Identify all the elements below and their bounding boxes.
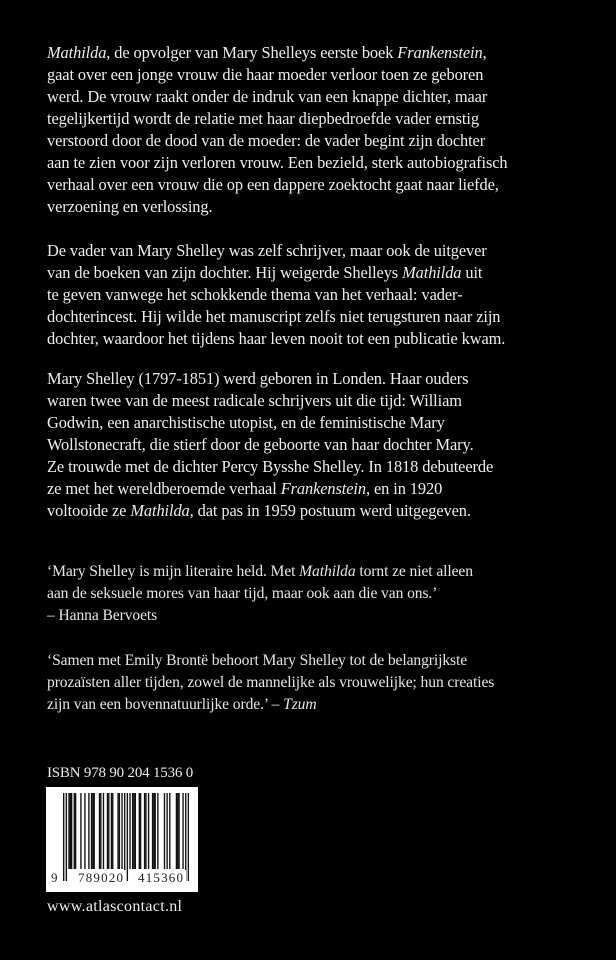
text-segment: Godwin, een anarchistische utopist, en de feministische Mary <box>47 413 445 432</box>
italic-title: Mathilda <box>130 501 190 520</box>
text-segment: dochterincest. Hij wilde het manuscript zelfs niet terugsturen naar zijn <box>47 307 501 326</box>
text-segment: aan te zien voor zijn verloren vrouw. Een bezield, sterk autobiografisch <box>47 153 508 172</box>
barcode <box>46 787 198 892</box>
text-line <box>47 368 537 390</box>
text-segment: ‘Mary Shelley is mijn literaire held. Met <box>47 563 300 580</box>
text-segment: waren twee van de meest radicale schrijvers uit die tijd: William <box>47 391 462 410</box>
text-line <box>47 328 537 350</box>
text-line <box>47 434 537 456</box>
text-segment: , en in 1920 <box>365 479 443 498</box>
text-line <box>47 561 537 583</box>
text-segment: Mary Shelley (1797-1851) werd geboren in Londen. Haar ouders <box>47 369 469 388</box>
text-segment: Wollstonecraft, die stierf door de geboorte van haar dochter Mary. <box>47 435 474 454</box>
text-segment: , <box>482 43 487 62</box>
text-segment: tornt ze niet alleen <box>355 563 473 580</box>
text-line <box>47 108 537 130</box>
text-line <box>47 42 537 64</box>
text-segment: aan de seksuele mores van haar tijd, maar ook aan die van ons.’ <box>47 585 438 602</box>
text-segment: ‘Samen met Emily Brontë behoort Mary Shelley tot de belangrijkste <box>47 652 468 669</box>
text-segment: prozaïsten aller tijden, zowel de mannelijke als vrouwelijke; hun creaties <box>47 674 495 691</box>
text-line <box>47 152 537 174</box>
text-line <box>47 64 537 86</box>
text-segment: verhaal over een vrouw die op een dappere zoektocht gaat naar liefde, <box>47 175 499 194</box>
author-bio-paragraph <box>47 368 537 522</box>
text-segment: ze met het wereldberoemde verhaal <box>47 479 281 498</box>
italic-title: Mathilda <box>47 43 107 62</box>
text-line <box>47 650 537 672</box>
text-line <box>47 86 537 108</box>
quote-hanna-bervoets <box>47 561 537 627</box>
text-segment: dochter, waardoor het tijdens haar leven nooit tot een publicatie kwam. <box>47 329 506 348</box>
text-segment: werd. De vrouw raakt onder de indruk van een knappe dichter, maar <box>47 87 488 106</box>
text-line <box>47 412 537 434</box>
italic-title: Frankenstein <box>397 43 483 62</box>
text-line <box>47 605 537 627</box>
text-segment: van de boeken van zijn dochter. Hij weigerde Shelleys <box>47 263 403 282</box>
text-line <box>47 240 537 262</box>
barcode-digits <box>46 867 198 887</box>
italic-title: Tzum <box>283 696 317 713</box>
italic-title: Mathilda <box>402 263 462 282</box>
text-segment: te geven vanwege het schokkende thema van het verhaal: vader- <box>47 285 463 304</box>
publisher-website-link[interactable]: www.atlascontact.nl <box>47 898 183 915</box>
text-segment: tegelijkertijd wordt de relatie met haar diepbedroefde vader ernstig <box>47 109 479 128</box>
text-segment: , dat pas in 1959 postuum werd uitgegeven. <box>189 501 471 520</box>
text-segment: gaat over een jonge vrouw die haar moeder verloor toen ze geboren <box>47 65 484 84</box>
text-line <box>47 262 537 284</box>
barcode-right-digits: 415360 <box>138 870 185 885</box>
blurb-paragraph-1 <box>47 42 537 218</box>
barcode-left-digits: 789020 <box>78 870 125 885</box>
text-segment: – Hanna Bervoets <box>47 607 158 624</box>
barcode-first-digit: 9 <box>51 870 58 885</box>
text-line <box>47 196 537 218</box>
text-line <box>47 694 537 716</box>
text-segment: Ze trouwde met de dichter Percy Bysshe Shelley. In 1818 debuteerde <box>47 457 494 476</box>
text-segment: verzoening en verlossing. <box>47 197 213 216</box>
italic-title: Mathilda <box>299 563 356 580</box>
isbn-number: ISBN 978 90 204 1536 0 <box>47 765 194 781</box>
text-line <box>47 583 537 605</box>
text-line <box>47 456 537 478</box>
text-line <box>47 478 537 500</box>
blurb-paragraph-2 <box>47 240 537 350</box>
text-line <box>47 174 537 196</box>
text-segment: De vader van Mary Shelley was zelf schrijver, maar ook de uitgever <box>47 241 487 260</box>
text-segment: verstoord door de dood van de moeder: de vader begint zijn dochter <box>47 131 486 150</box>
text-line <box>47 284 537 306</box>
text-line <box>47 672 537 694</box>
text-segment: voltooide ze <box>47 501 131 520</box>
quote-tzum <box>47 650 537 716</box>
text-segment: , de opvolger van Mary Shelleys eerste boek <box>106 43 398 62</box>
italic-title: Frankenstein <box>280 479 366 498</box>
text-segment: uit <box>461 263 483 282</box>
text-line <box>47 130 537 152</box>
text-line <box>47 390 537 412</box>
text-segment: zijn van een bovennatuurlijke orde.’ – <box>47 696 284 713</box>
text-line <box>47 500 537 522</box>
text-line <box>47 306 537 328</box>
